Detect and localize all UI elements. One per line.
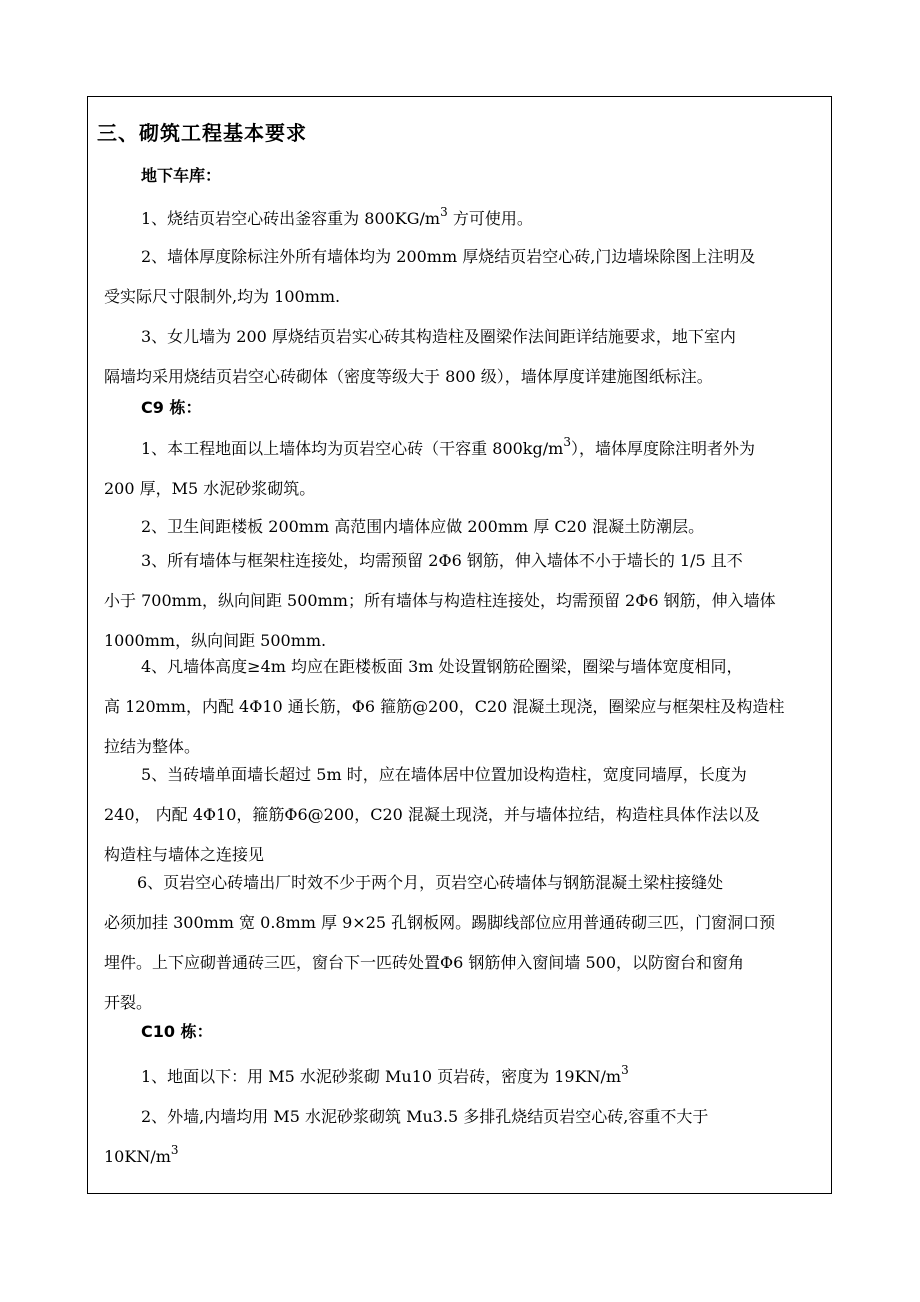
paragraph-c9-5: 5、当砖墙单面墙长超过 5m 时，应在墙体居中位置加设构造柱，宽度同墙厚，长度为 240， 内配 4Φ10，箍筋Φ6@200，C20 混凝土现浇，并与墙体拉结，构造柱具体作法以及 构造柱与墙体之连接见: [104, 765, 760, 864]
paragraph-garage-2: 2、墙体厚度除标注外所有墙体均为 200mm 厚烧结页岩空心砖,门边墙垛除图上注明及 受实际尺寸限制外,均为 100mm.: [104, 247, 756, 306]
section-heading: 三、砌筑工程基本要求: [97, 121, 307, 145]
paragraph-garage-1: 1、烧结页岩空心砖出釜容重为 $800KG/m^3$ 方可使用。: [141, 204, 533, 228]
paragraph-c9-4: 4、凡墙体高度≥4m 均应在距楼板面 3m 处设置钢筋砼圈梁，圈梁与墙体宽度相同， 高 120mm，内配 4Φ10 通长筋，Φ6 箍筋@200，C20 混凝土现浇，圈梁应与框架柱及构造柱 拉结为整体。: [104, 657, 785, 756]
subsection-title-c9: C9 栋：: [141, 398, 202, 417]
paragraph-c9-3: 3、所有墙体与框架柱连接处，均需预留 2Φ6 钢筋，伸入墙体不小于墙长的 1/5 且不 小于 700mm，纵向间距 500mm；所有墙体与构造柱连接处，均需预留 2Φ6 钢筋，伸入墙体 1000mm，纵向间距 500mm.: [104, 551, 776, 650]
paragraph-c9-6: 6、页岩空心砖墙出厂时效不少于两个月，页岩空心砖墙体与钢筋混凝土梁柱接缝处 必须加挂 300mm 宽 0.8mm 厚 9×25 孔钢板网。踢脚线部位应用普通砖砌三匹，门窗洞口预 埋件。上下应砌普通砖三匹，窗台下一匹砖处置Φ6 钢筋伸入窗间墙 500，以防窗台和窗角 开裂。: [104, 873, 776, 1012]
paragraph-c10-1: 1、地面以下：用 M5 水泥砂浆砌 Mu10 页岩砖，密度为 $19KN/m^3$: [141, 1062, 629, 1086]
paragraph-c9-1: 1、本工程地面以上墙体均为页岩空心砖（干容重 $800kg/m^3$），墙体厚度除注明者外为 200 厚，M5 水泥砂浆砌筑。: [104, 434, 755, 498]
subsection-title-garage: 地下车库：: [141, 166, 222, 185]
paragraph-c10-2: 2、外墙,内墙均用 M5 水泥砂浆砌筑 Mu3.5 多排孔烧结页岩空心砖,容重不大于 $10KN/m^3$: [104, 1107, 709, 1166]
paragraph-c9-2: 2、卫生间距楼板 200mm 高范围内墙体应做 200mm 厚 C20 混凝土防潮层。: [141, 517, 705, 536]
document-frame: [87, 96, 832, 1194]
paragraph-garage-3: 3、女儿墙为 200 厚烧结页岩实心砖其构造柱及圈梁作法间距详结施要求，地下室内 隔墙均采用烧结页岩空心砖砌体（密度等级大于 800 级），墙体厚度详建施图纸标注。: [104, 327, 736, 386]
subsection-title-c10: C10 栋：: [141, 1022, 213, 1041]
